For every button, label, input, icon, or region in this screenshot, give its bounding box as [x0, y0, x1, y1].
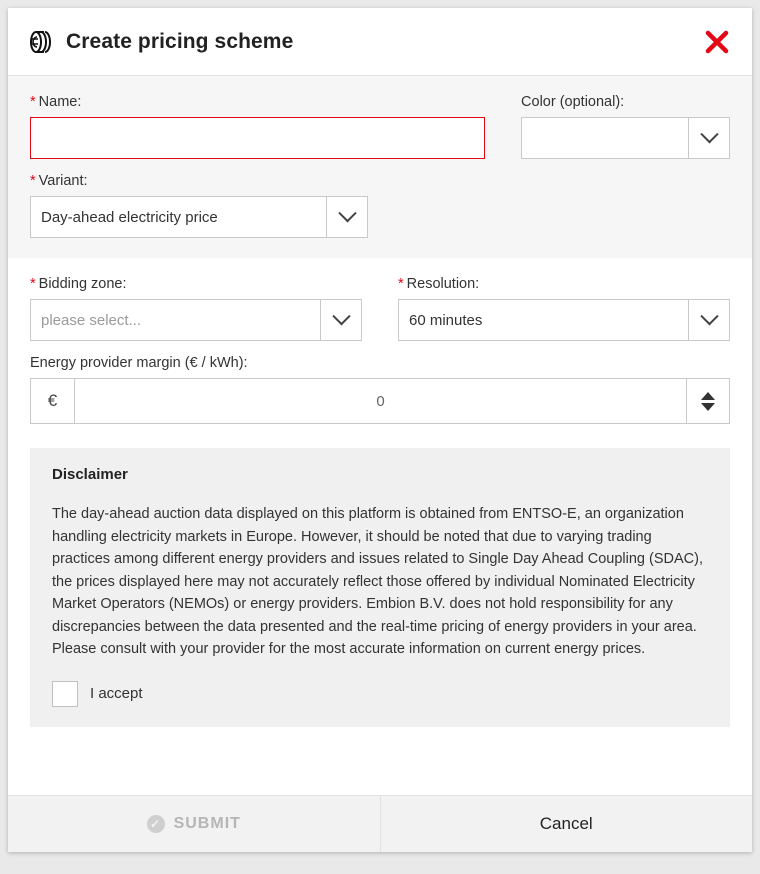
margin-input[interactable] [74, 378, 686, 424]
name-input[interactable] [30, 117, 485, 159]
variant-field-group [30, 173, 368, 238]
name-field-group [30, 94, 485, 159]
dialog-header [8, 8, 752, 76]
euro-icon: € [30, 378, 74, 424]
coin-euro-icon [26, 27, 56, 57]
bidding-zone-select-value: please select... [30, 299, 320, 341]
bidding-zone-select[interactable] [30, 299, 362, 341]
cancel-button-label: Cancel [539, 814, 593, 833]
resolution-field-group [398, 276, 730, 341]
footer-spacer [8, 727, 752, 796]
pricing-details-section [8, 258, 752, 436]
chevron-down-icon[interactable] [326, 196, 368, 238]
basic-info-section [8, 76, 752, 258]
color-select-value [521, 117, 688, 159]
close-icon[interactable] [700, 25, 734, 59]
chevron-down-icon[interactable] [320, 299, 362, 341]
resolution-label [398, 276, 730, 292]
chevron-down-icon[interactable] [688, 117, 730, 159]
resolution-select[interactable] [398, 299, 730, 341]
color-field-group [521, 94, 730, 159]
bidding-zone-field-group [30, 276, 362, 341]
quantity-stepper[interactable] [686, 378, 730, 424]
resolution-select-value: 60 minutes [398, 299, 688, 341]
margin-label: Energy provider margin (€ / kWh): [30, 355, 248, 371]
color-select[interactable] [521, 117, 730, 159]
disclaimer-text: The day-ahead auction data displayed on this platform is obtained from ENTSO-E, an organization handling electricity markets in Europe. However, it should be noted that due to varying trading practices among different energy providers and issues related to Single Day Ahead Coupling (SDAC), the prices displayed here may not accurately reflect those offered by individual Nominated Electricity Market Operators (NEMOs) or energy providers. Embion B.V. does not hold responsibility for any discrepancies between the data presented and the real-time pricing of energy providers in your area. Please consult with your provider for the most accurate information on current energy prices. [52, 506, 703, 657]
margin-input-group [30, 378, 730, 424]
submit-button[interactable] [8, 796, 381, 852]
bidding-zone-label-text: Bidding zone: [38, 276, 127, 292]
name-label-text: Name: [38, 94, 82, 110]
required-marker: * [30, 276, 36, 292]
color-label: Color (optional): [521, 94, 625, 110]
page-title: Create pricing scheme [66, 29, 294, 53]
stepper-down-icon[interactable] [701, 403, 715, 411]
disclaimer-panel [30, 448, 730, 727]
variant-label-text: Variant: [38, 173, 88, 189]
check-circle-icon: ✓ [147, 815, 165, 833]
required-marker: * [30, 173, 36, 189]
required-marker: * [398, 276, 404, 292]
stepper-up-icon[interactable] [701, 392, 715, 400]
margin-field-group [30, 355, 730, 424]
accept-row [52, 681, 708, 707]
variant-select[interactable] [30, 196, 368, 238]
bidding-zone-label [30, 276, 362, 292]
disclaimer-title: Disclaimer [52, 466, 128, 483]
create-pricing-scheme-dialog [8, 8, 752, 852]
dialog-footer [8, 795, 752, 852]
chevron-down-icon[interactable] [688, 299, 730, 341]
name-color-row [30, 94, 730, 173]
accept-label: I accept [90, 685, 143, 702]
variant-label [30, 173, 368, 189]
resolution-label-text: Resolution: [406, 276, 480, 292]
required-marker: * [30, 94, 36, 110]
name-label [30, 94, 485, 110]
submit-button-label: SUBMIT [173, 815, 241, 832]
zone-resolution-row [30, 276, 730, 355]
cancel-button[interactable] [381, 796, 753, 852]
accept-checkbox[interactable] [52, 681, 78, 707]
variant-select-value: Day-ahead electricity price [30, 196, 326, 238]
